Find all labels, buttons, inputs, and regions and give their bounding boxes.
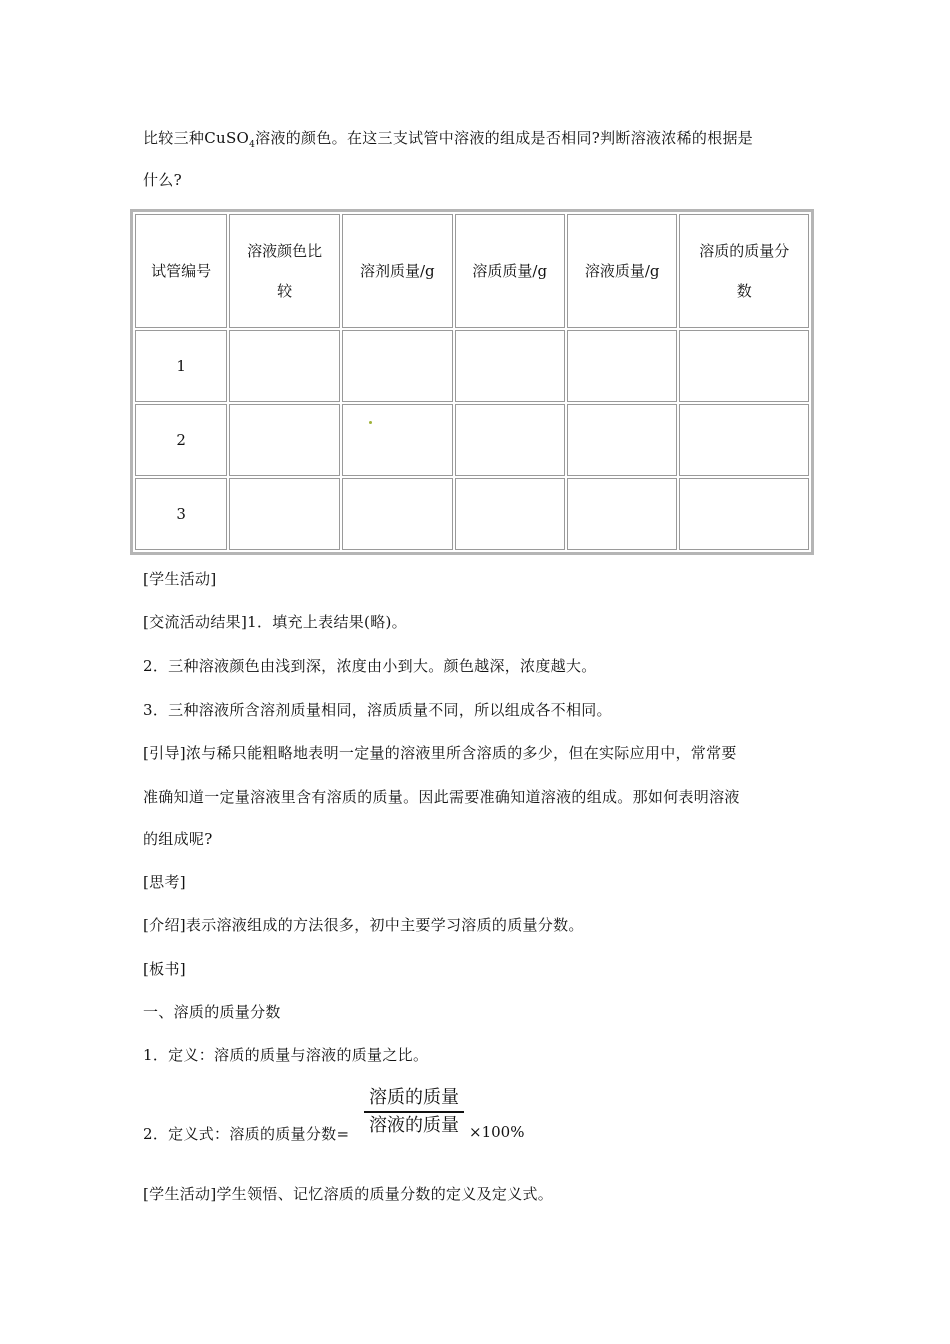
intro-question-line-1: 比较三种CuSO$_4$溶液的颜色。在这三支试管中溶液的组成是否相同?判断溶液浓稀的根据是 — [143, 129, 754, 150]
header-tube-number: 试管编号 — [135, 214, 227, 328]
para-result-2: 2．三种溶液颜色由浅到深，浓度由小到大。颜色越深，浓度越大。 — [143, 657, 597, 675]
table-row — [135, 330, 809, 402]
section-heading: 一、溶质的质量分数 — [143, 1003, 281, 1021]
para-student-activity: [学生活动] — [143, 570, 217, 588]
formula-numerator: 溶质的质量 — [364, 1086, 464, 1113]
table-cell — [342, 330, 452, 402]
row-number: 3 — [135, 478, 227, 550]
intro-question-line-2: 什么? — [143, 171, 182, 189]
row-number: 1 — [135, 330, 227, 402]
table-cell — [567, 478, 677, 550]
table-cell — [455, 478, 565, 550]
header-mass-fraction: 溶质的质量分 数 — [679, 214, 809, 328]
table-cell — [679, 404, 809, 476]
para-definition: 1．定义：溶质的质量与溶液的质量之比。 — [143, 1046, 429, 1064]
comparison-table — [130, 209, 814, 555]
table-cell — [679, 478, 809, 550]
header-color-compare: 溶液颜色比 较 — [229, 214, 340, 328]
table-cell — [567, 404, 677, 476]
table-cell — [567, 330, 677, 402]
table-cell — [455, 404, 565, 476]
para-guide-line-1: [引导]浓与稀只能粗略地表明一定量的溶液里所含溶质的多少，但在实际应用中，常常要 — [143, 744, 737, 762]
table-row — [135, 478, 809, 550]
para-intro: [介绍]表示溶液组成的方法很多，初中主要学习溶质的质量分数。 — [143, 916, 584, 934]
table-cell — [455, 330, 565, 402]
para-board: [板书] — [143, 960, 186, 978]
header-solution-mass: 溶液质量/g — [567, 214, 677, 328]
mass-fraction-formula — [364, 1086, 464, 1138]
table-cell — [229, 404, 340, 476]
para-formula-label: 2．定义式：溶质的质量分数= — [143, 1125, 350, 1143]
table-cell — [342, 478, 452, 550]
header-solute-mass: 溶质质量/g — [455, 214, 565, 328]
table-cell — [229, 330, 340, 402]
table-cell — [229, 478, 340, 550]
para-guide-line-3: 的组成呢? — [143, 830, 213, 848]
stray-dot — [369, 421, 372, 424]
para-think: [思考] — [143, 873, 186, 891]
row-number: 2 — [135, 404, 227, 476]
table-row — [135, 404, 809, 476]
formula-denominator: 溶液的质量 — [369, 1115, 459, 1136]
table-cell — [679, 330, 809, 402]
para-guide-line-2: 准确知道一定量溶液里含有溶质的质量。因此需要准确知道溶液的组成。那如何表明溶液 — [143, 788, 740, 806]
table-header-row — [135, 214, 809, 328]
para-exchange-result: [交流活动结果]1．填充上表结果(略)。 — [143, 613, 407, 631]
table-cell — [342, 404, 452, 476]
para-student-memorize: [学生活动]学生领悟、记忆溶质的质量分数的定义及定义式。 — [143, 1185, 554, 1203]
header-solvent-mass: 溶剂质量/g — [342, 214, 452, 328]
formula-multiplier: ×100% — [469, 1123, 525, 1141]
para-result-3: 3．三种溶液所含溶剂质量相同，溶质质量不同，所以组成各不相同。 — [143, 701, 612, 719]
